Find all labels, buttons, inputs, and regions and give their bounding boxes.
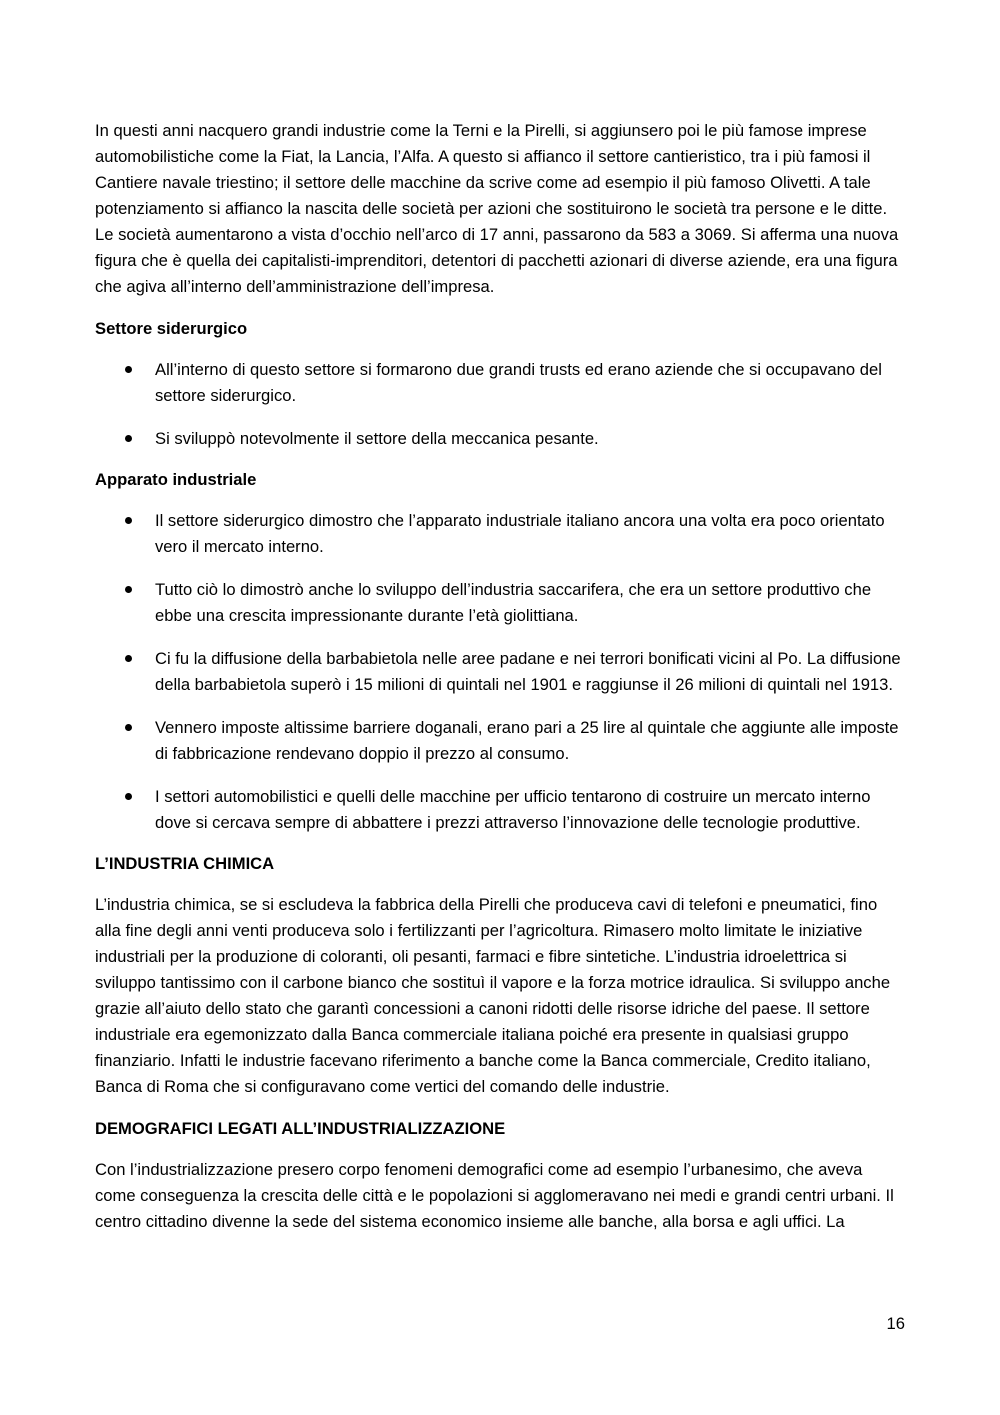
list-item-text: Tutto ciò lo dimostrò anche lo sviluppo dell’industria saccarifera, che era un settore produttivo che ebbe una crescita impressionante durante l’età giolittiana. bbox=[155, 580, 872, 625]
list-item bbox=[95, 715, 905, 767]
section-heading-apparato: Apparato industriale bbox=[95, 470, 257, 489]
intro-paragraph: In questi anni nacquero grandi industrie come la Terni e la Pirelli, si aggiunsero poi le più famose imprese automobilistiche come la Fiat, la Lancia, l’Alfa. A questo si affianco il settore cantieristico, tra i più famosi il Cantiere navale triestino; il settore delle macchine da scrive come ad esempio il più famoso Olivetti. A tale potenziamento si affianco la nascita delle società per azioni che sostituirono le società tra persone e le ditte. Le società aumentarono a vista d’occhio nell’arco di 17 anni, passarono da 583 a 3069. Si afferma una nuova figura che è quella dei capitalisti-imprenditori, detentori di pacchetti azionari di diverse aziende, era una figura che agiva all’interno dell’amministrazione dell’impresa. bbox=[95, 121, 899, 296]
section-heading-siderurgico: Settore siderurgico bbox=[95, 319, 248, 338]
bullet-icon bbox=[125, 586, 132, 593]
demografici-paragraph: Con l’industrializzazione presero corpo fenomeni demografici come ad esempio l’urbanesimo, che aveva come conseguenza la crescita delle città e le popolazioni si agglomeravano nei medi e grandi centri urbani. Il centro cittadino divenne la sede del sistema economico insieme alle banche, alla borsa e agli uffici. La bbox=[95, 1160, 894, 1231]
bullet-icon bbox=[125, 366, 132, 373]
list-item-text: Vennero imposte altissime barriere doganali, erano pari a 25 lire al quintale che aggiunte alle imposte di fabbricazione rendevano doppio il prezzo al consumo. bbox=[155, 718, 899, 763]
section-heading-chimica: L’INDUSTRIA CHIMICA bbox=[95, 854, 275, 873]
list-item-text: Ci fu la diffusione della barbabietola nelle aree padane e nei terrori bonificati vicini al Po. La diffusione della barbabietola superò i 15 milioni di quintali nel 1901 e raggiunse il 26 milioni di quintali nel 1913. bbox=[155, 649, 901, 694]
bullet-icon bbox=[125, 435, 132, 442]
page-number: 16 bbox=[886, 1314, 905, 1333]
list-item bbox=[95, 784, 905, 836]
list-item bbox=[95, 508, 905, 560]
bullet-icon bbox=[125, 517, 132, 524]
bullet-list-apparato bbox=[95, 508, 905, 836]
list-item bbox=[95, 357, 905, 409]
chimica-paragraph: L’industria chimica, se si escludeva la fabbrica della Pirelli che produceva cavi di telefoni e pneumatici, fino alla fine degli anni venti produceva solo i fertilizzanti per l’agricoltura. Rimasero molto limitate le iniziative industriali per la produzione di coloranti, oli pesanti, farmaci e fibre sintetiche. L’industria idroelettrica si sviluppo tantissimo con il carbone bianco che sostituì il vapore e la forza motrice idraulica. Si sviluppo anche grazie all’aiuto dello stato che garantì concessioni a canoni ridotti delle risorse idriche del paese. Il settore industriale era egemonizzato dalla Banca commerciale italiana poiché era presente in qualsiasi gruppo finanziario. Infatti le industrie facevano riferimento a banche come la Banca commerciale, Credito italiano, Banca di Roma che si configuravano come vertici del comando delle industrie. bbox=[95, 895, 891, 1096]
list-item bbox=[95, 646, 905, 698]
bullet-list-siderurgico bbox=[95, 357, 905, 452]
list-item-text: Il settore siderurgico dimostro che l’apparato industriale italiano ancora una volta era poco orientato vero il mercato interno. bbox=[155, 511, 885, 556]
section-heading-demografici: DEMOGRAFICI LEGATI ALL’INDUSTRIALIZZAZIONE bbox=[95, 1119, 506, 1138]
list-item bbox=[95, 577, 905, 629]
list-item-text: Si sviluppò notevolmente il settore della meccanica pesante. bbox=[155, 429, 599, 448]
bullet-icon bbox=[125, 655, 132, 662]
document-page bbox=[95, 118, 905, 1251]
bullet-icon bbox=[125, 724, 132, 731]
bullet-icon bbox=[125, 793, 132, 800]
list-item-text: All’interno di questo settore si formarono due grandi trusts ed erano aziende che si occupavano del settore siderurgico. bbox=[155, 360, 882, 405]
list-item-text: I settori automobilistici e quelli delle macchine per ufficio tentarono di costruire un mercato interno dove si cercava sempre di abbattere i prezzi attraverso l’innovazione delle tecnologie produttive. bbox=[155, 787, 871, 832]
list-item bbox=[95, 426, 905, 452]
